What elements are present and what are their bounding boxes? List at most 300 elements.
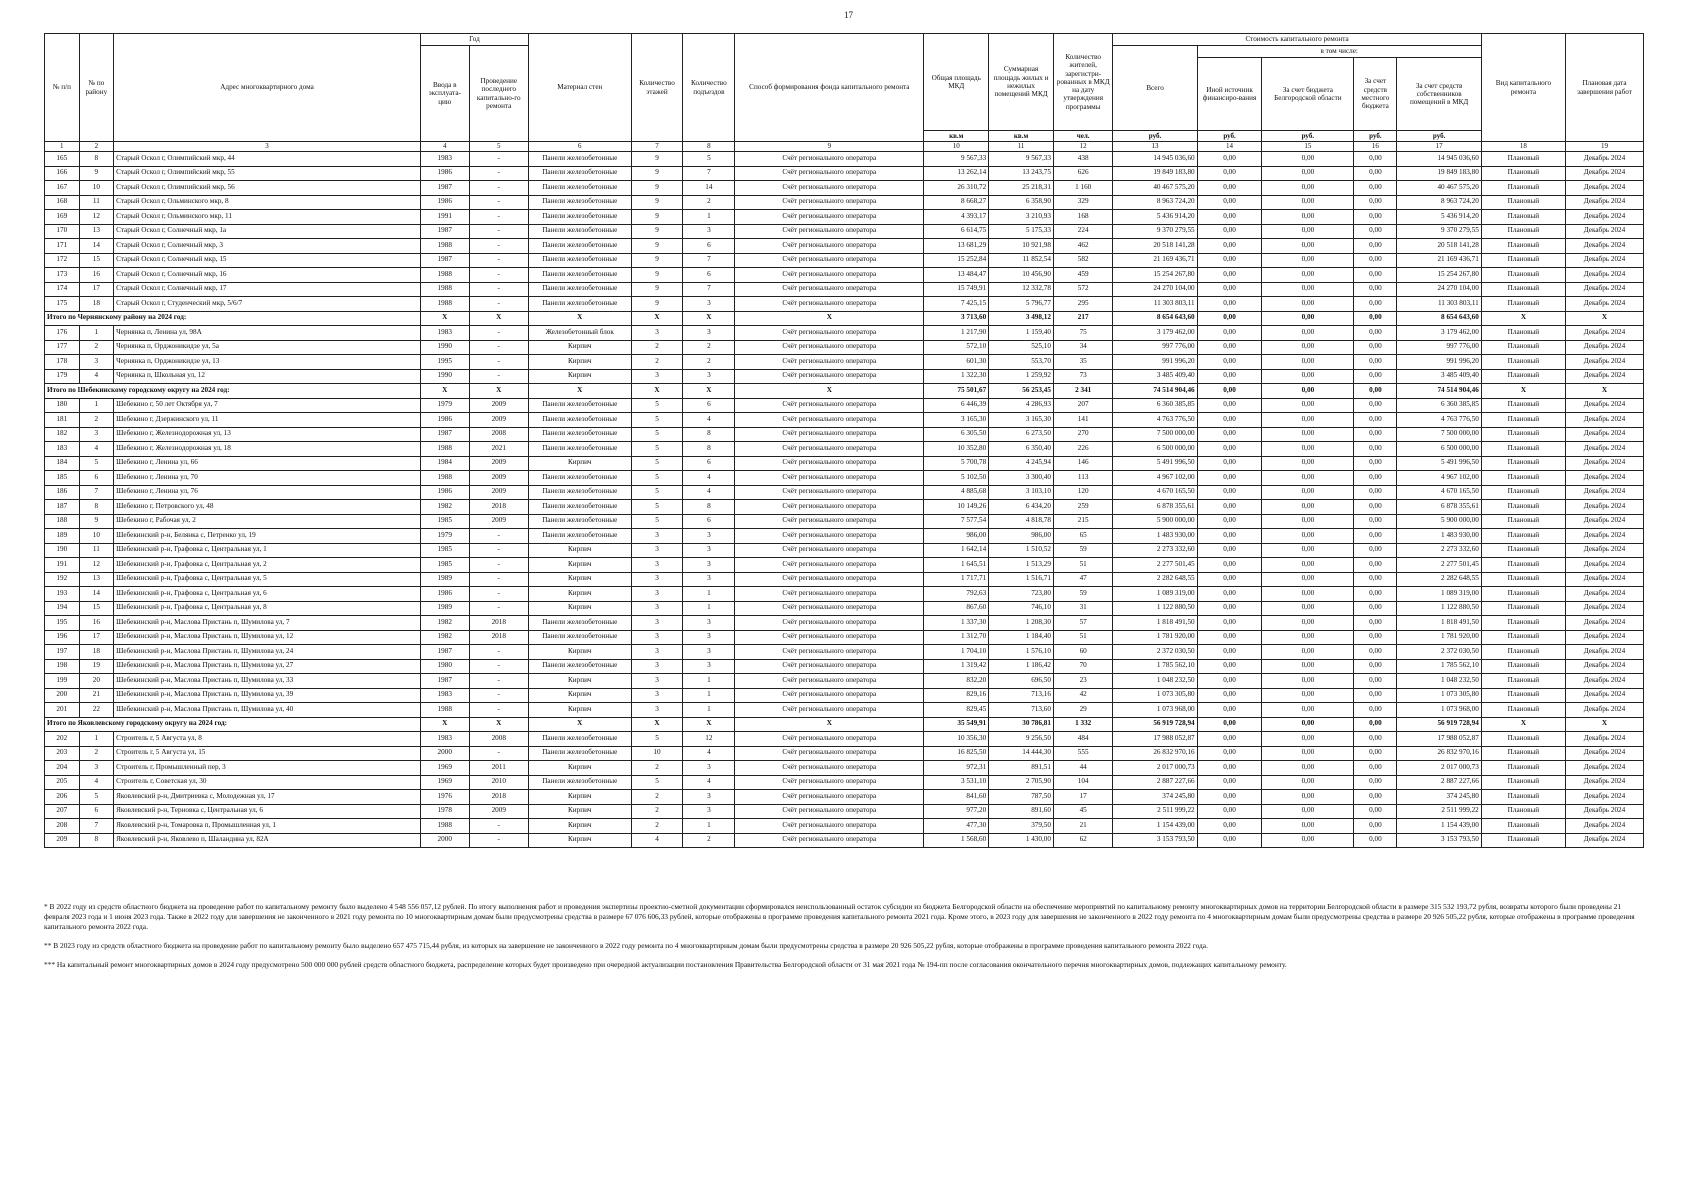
table-cell: 0,00: [1354, 181, 1397, 196]
table-cell: 2 273 332,60: [1397, 543, 1481, 558]
table-cell: 1985: [420, 558, 469, 573]
table-cell: 1 073 305,80: [1397, 688, 1481, 703]
table-cell: 11: [79, 543, 114, 558]
table-cell: 3: [631, 558, 683, 573]
table-cell: Шебекино г, Ленина ул, 66: [114, 456, 421, 471]
table-cell: 6 305,50: [924, 427, 989, 442]
table-cell: 9 370 279,55: [1397, 224, 1481, 239]
table-cell: 8 963 724,20: [1397, 195, 1481, 210]
subtotal-cell: X: [1481, 384, 1565, 399]
table-cell: Декабрь 2024: [1566, 239, 1644, 254]
table-cell: Панели железобетонные: [528, 514, 631, 529]
table-cell: Панели железобетонные: [528, 616, 631, 631]
table-cell: 0,00: [1354, 529, 1397, 544]
table-row: [45, 630, 1644, 645]
col-header-year-repair: Проведение последнего капитально-го ремонта: [469, 46, 528, 142]
table-cell: 3 165,30: [924, 413, 989, 428]
table-row: [45, 166, 1644, 181]
table-cell: 73: [1053, 369, 1112, 384]
table-cell: 3: [683, 326, 735, 341]
table-cell: 26 310,72: [924, 181, 989, 196]
table-cell: Панели железобетонные: [528, 195, 631, 210]
table-cell: 1986: [420, 485, 469, 500]
table-cell: 0,00: [1354, 239, 1397, 254]
table-cell: 166: [45, 166, 80, 181]
table-cell: -: [469, 819, 528, 834]
table-cell: 0,00: [1197, 688, 1262, 703]
table-cell: 3: [683, 616, 735, 631]
table-row: [45, 210, 1644, 225]
table-cell: 0,00: [1354, 369, 1397, 384]
table-cell: 1985: [420, 514, 469, 529]
table-cell: 1986: [420, 587, 469, 602]
table-cell: 13 484,47: [924, 268, 989, 283]
table-cell: 0,00: [1262, 152, 1354, 167]
table-cell: 1995: [420, 355, 469, 370]
table-cell: 0,00: [1262, 659, 1354, 674]
table-cell: 2: [683, 195, 735, 210]
table-cell: 1980: [420, 659, 469, 674]
table-cell: Счёт регионального оператора: [735, 355, 924, 370]
table-cell: 5 900 000,00: [1113, 514, 1197, 529]
table-cell: -: [469, 688, 528, 703]
table-cell: 1 319,42: [924, 659, 989, 674]
table-cell: 9 370 279,55: [1113, 224, 1197, 239]
table-cell: 2008: [469, 427, 528, 442]
table-cell: 0,00: [1354, 268, 1397, 283]
table-cell: 10 352,80: [924, 442, 989, 457]
table-cell: 0,00: [1197, 253, 1262, 268]
table-cell: -: [469, 340, 528, 355]
table-cell: Декабрь 2024: [1566, 529, 1644, 544]
table-cell: 10 356,30: [924, 732, 989, 747]
col-header-entrances: Количество подъездов: [683, 34, 735, 142]
table-cell: 8: [683, 442, 735, 457]
table-cell: Счёт регионального оператора: [735, 456, 924, 471]
table-cell: 374 245,80: [1113, 790, 1197, 805]
table-cell: 3: [683, 224, 735, 239]
table-cell: Декабрь 2024: [1566, 587, 1644, 602]
table-cell: Декабрь 2024: [1566, 833, 1644, 848]
table-cell: 9: [631, 239, 683, 254]
table-cell: Счёт регионального оператора: [735, 282, 924, 297]
table-cell: 204: [45, 761, 80, 776]
table-cell: 1 510,52: [989, 543, 1054, 558]
table-cell: 4: [79, 775, 114, 790]
subtotal-cell: X: [420, 384, 469, 399]
table-cell: Кирпич: [528, 703, 631, 718]
table-cell: 2: [631, 761, 683, 776]
table-cell: Железобетонный блок: [528, 326, 631, 341]
table-cell: 792,63: [924, 587, 989, 602]
table-cell: Декабрь 2024: [1566, 616, 1644, 631]
table-cell: Плановый: [1481, 674, 1565, 689]
table-cell: 0,00: [1262, 369, 1354, 384]
table-cell: Декабрь 2024: [1566, 703, 1644, 718]
table-cell: Строитель г, 5 Августа ул, 15: [114, 746, 421, 761]
table-cell: Декабрь 2024: [1566, 442, 1644, 457]
table-cell: 829,16: [924, 688, 989, 703]
table-cell: 2 277 501,45: [1113, 558, 1197, 573]
table-cell: 3: [631, 703, 683, 718]
table-cell: Чернянка п, Ленина ул, 98А: [114, 326, 421, 341]
table-cell: Счёт регионального оператора: [735, 369, 924, 384]
table-cell: 12: [79, 210, 114, 225]
table-row: [45, 833, 1644, 848]
table-cell: 1 781 920,00: [1397, 630, 1481, 645]
table-cell: 59: [1053, 543, 1112, 558]
table-cell: 75: [1053, 326, 1112, 341]
table-cell: 3 103,10: [989, 485, 1054, 500]
table-cell: Плановый: [1481, 471, 1565, 486]
table-cell: Декабрь 2024: [1566, 732, 1644, 747]
table-cell: Плановый: [1481, 703, 1565, 718]
table-cell: 9: [631, 181, 683, 196]
table-cell: 1988: [420, 442, 469, 457]
table-cell: 2009: [469, 514, 528, 529]
subtotal-cell: X: [469, 717, 528, 732]
table-cell: 3: [631, 674, 683, 689]
table-row: [45, 558, 1644, 573]
subtotal-cell: X: [631, 384, 683, 399]
table-cell: 5 436 914,20: [1397, 210, 1481, 225]
table-cell: 1 576,10: [989, 645, 1054, 660]
table-cell: Панели железобетонные: [528, 282, 631, 297]
table-cell: 35: [1053, 355, 1112, 370]
table-row: [45, 529, 1644, 544]
table-cell: 0,00: [1197, 543, 1262, 558]
table-cell: 0,00: [1262, 471, 1354, 486]
table-cell: 6 434,20: [989, 500, 1054, 515]
table-cell: 224: [1053, 224, 1112, 239]
table-cell: 5: [631, 413, 683, 428]
table-cell: 1 208,30: [989, 616, 1054, 631]
table-cell: 787,50: [989, 790, 1054, 805]
table-row: [45, 514, 1644, 529]
table-cell: -: [469, 587, 528, 602]
table-cell: 270: [1053, 427, 1112, 442]
table-cell: 1 089 319,00: [1397, 587, 1481, 602]
subtotal-cell: 3 498,12: [989, 311, 1054, 326]
table-cell: 9: [631, 224, 683, 239]
table-cell: 226: [1053, 442, 1112, 457]
table-cell: 1985: [420, 543, 469, 558]
table-cell: Декабрь 2024: [1566, 659, 1644, 674]
table-cell: 3: [683, 572, 735, 587]
table-cell: Плановый: [1481, 659, 1565, 674]
table-cell: 2009: [469, 456, 528, 471]
table-cell: 1 516,71: [989, 572, 1054, 587]
table-row: [45, 239, 1644, 254]
table-cell: 2 282 648,55: [1113, 572, 1197, 587]
table-cell: 841,60: [924, 790, 989, 805]
table-cell: 208: [45, 819, 80, 834]
table-cell: 13: [79, 572, 114, 587]
table-cell: 19: [79, 659, 114, 674]
unit-cell: кв.м: [989, 131, 1054, 142]
subtotal-cell: X: [631, 717, 683, 732]
table-cell: 10 456,90: [989, 268, 1054, 283]
table-cell: 0,00: [1354, 514, 1397, 529]
table-cell: Старый Оскол г, Олимпийский мкр, 44: [114, 152, 421, 167]
table-cell: 5 436 914,20: [1113, 210, 1197, 225]
table-cell: 0,00: [1262, 543, 1354, 558]
table-cell: Счёт регионального оператора: [735, 601, 924, 616]
table-cell: 21: [79, 688, 114, 703]
table-cell: 7 500 000,00: [1113, 427, 1197, 442]
col-header-residents: Количество жителей, зарегистри-рованных в МКД на дату утверждения программы: [1053, 34, 1112, 131]
table-cell: 3: [683, 558, 735, 573]
table-cell: 172: [45, 253, 80, 268]
table-cell: Шебекино г, Железнодорожная ул, 13: [114, 427, 421, 442]
table-cell: Декабрь 2024: [1566, 514, 1644, 529]
table-cell: Кирпич: [528, 601, 631, 616]
table-cell: 0,00: [1354, 746, 1397, 761]
table-cell: 1 048 232,50: [1113, 674, 1197, 689]
table-cell: 0,00: [1197, 529, 1262, 544]
table-cell: 4 763 776,50: [1397, 413, 1481, 428]
table-cell: 31: [1053, 601, 1112, 616]
col-header-owners: За счет средств собственников помещений в МКД: [1397, 58, 1481, 131]
table-cell: 16 825,50: [924, 746, 989, 761]
table-cell: 4: [683, 746, 735, 761]
col-group-year: Год: [420, 34, 528, 46]
table-cell: Шебекинский р-н, Графовка с, Центральная ул, 8: [114, 601, 421, 616]
table-cell: 0,00: [1354, 659, 1397, 674]
subtotal-cell: X: [1566, 717, 1644, 732]
table-cell: 0,00: [1262, 195, 1354, 210]
table-cell: 0,00: [1197, 572, 1262, 587]
table-cell: 1982: [420, 616, 469, 631]
table-cell: Панели железобетонные: [528, 732, 631, 747]
subtotal-cell: 35 549,91: [924, 717, 989, 732]
table-cell: 0,00: [1262, 253, 1354, 268]
footnotes: [44, 902, 1644, 979]
table-cell: 295: [1053, 297, 1112, 312]
table-cell: 1989: [420, 601, 469, 616]
table-row: [45, 471, 1644, 486]
table-cell: 0,00: [1354, 674, 1397, 689]
table-cell: 0,00: [1262, 616, 1354, 631]
table-cell: 185: [45, 471, 80, 486]
table-cell: 171: [45, 239, 80, 254]
table-cell: 5 796,77: [989, 297, 1054, 312]
footnote-2: ** В 2023 году из средств областного бюджета на проведение работ по капитальному ремонту было выделено 657 475 715,44 рубля, из которых на завершение не законченного в 2022 году ремонта по 4 многоквартирным домам были предусмотрены средства в размере 20 926 505,22 рубля, которые отображены в программе проведения капитального ремонта 2022 года.: [44, 940, 1208, 950]
table-cell: 60: [1053, 645, 1112, 660]
table-cell: Плановый: [1481, 775, 1565, 790]
table-row: [45, 181, 1644, 196]
table-row: [45, 500, 1644, 515]
table-cell: 2: [79, 413, 114, 428]
table-cell: Счёт регионального оператора: [735, 703, 924, 718]
table-cell: 713,60: [989, 703, 1054, 718]
table-cell: 1969: [420, 761, 469, 776]
table-cell: 13 262,14: [924, 166, 989, 181]
table-cell: -: [469, 253, 528, 268]
subtotal-cell: 0,00: [1262, 384, 1354, 399]
table-cell: 2 372 030,50: [1113, 645, 1197, 660]
unit-cell: руб.: [1113, 131, 1197, 142]
table-cell: 19 849 183,80: [1113, 166, 1197, 181]
table-cell: Счёт регионального оператора: [735, 543, 924, 558]
table-cell: Декабрь 2024: [1566, 630, 1644, 645]
table-cell: 1988: [420, 471, 469, 486]
table-cell: 0,00: [1354, 253, 1397, 268]
table-cell: 1987: [420, 427, 469, 442]
table-cell: Шебекино г, Дзержинского ул, 11: [114, 413, 421, 428]
table-row: [45, 456, 1644, 471]
table-cell: 9: [631, 282, 683, 297]
table-cell: 1: [79, 398, 114, 413]
table-cell: 10: [79, 181, 114, 196]
table-cell: Плановый: [1481, 485, 1565, 500]
table-cell: 57: [1053, 616, 1112, 631]
table-row: [45, 152, 1644, 167]
table-cell: 201: [45, 703, 80, 718]
table-cell: 891,51: [989, 761, 1054, 776]
table-cell: Декабрь 2024: [1566, 181, 1644, 196]
table-cell: 2 511 999,22: [1113, 804, 1197, 819]
table-cell: Кирпич: [528, 819, 631, 834]
col-header-living-area: Суммарная площадь жилых и нежилых помещений МКД: [989, 34, 1054, 131]
table-cell: 182: [45, 427, 80, 442]
table-cell: 9 256,50: [989, 732, 1054, 747]
table-cell: 62: [1053, 833, 1112, 848]
table-cell: 0,00: [1197, 355, 1262, 370]
table-cell: Панели железобетонные: [528, 442, 631, 457]
table-cell: Плановый: [1481, 645, 1565, 660]
table-cell: Шебекинский р-н, Графовка с, Центральная ул, 5: [114, 572, 421, 587]
table-cell: 5: [631, 775, 683, 790]
table-cell: 977,20: [924, 804, 989, 819]
table-cell: -: [469, 326, 528, 341]
subtotal-cell: 30 786,81: [989, 717, 1054, 732]
table-cell: 2: [631, 790, 683, 805]
column-number-cell: 5: [469, 142, 528, 152]
table-cell: 7: [683, 282, 735, 297]
table-cell: Плановый: [1481, 514, 1565, 529]
table-cell: 3: [683, 630, 735, 645]
table-cell: 0,00: [1197, 471, 1262, 486]
table-cell: 2 511 999,22: [1397, 804, 1481, 819]
table-cell: 6 878 355,61: [1113, 500, 1197, 515]
table-cell: Плановый: [1481, 398, 1565, 413]
table-cell: Счёт регионального оператора: [735, 790, 924, 805]
table-row: [45, 413, 1644, 428]
table-cell: 4 670 165,50: [1113, 485, 1197, 500]
table-cell: 195: [45, 616, 80, 631]
table-cell: 11: [79, 195, 114, 210]
table-cell: 47: [1053, 572, 1112, 587]
table-cell: 6: [683, 456, 735, 471]
table-cell: 0,00: [1262, 413, 1354, 428]
table-cell: Декабрь 2024: [1566, 558, 1644, 573]
repair-program-table: [44, 33, 1644, 848]
table-cell: 16: [79, 268, 114, 283]
table-cell: Счёт регионального оператора: [735, 630, 924, 645]
table-cell: Счёт регионального оператора: [735, 471, 924, 486]
table-cell: 1987: [420, 645, 469, 660]
table-cell: Яковлевский р-н, Томаровка п, Промышленная ул, 1: [114, 819, 421, 834]
table-cell: 0,00: [1197, 601, 1262, 616]
table-cell: 2021: [469, 442, 528, 457]
table-cell: 6: [79, 471, 114, 486]
table-cell: Панели железобетонные: [528, 253, 631, 268]
table-cell: 0,00: [1197, 195, 1262, 210]
table-cell: Панели железобетонные: [528, 239, 631, 254]
table-cell: 3: [683, 804, 735, 819]
col-subgroup-incl: в том числе:: [1197, 46, 1481, 58]
table-cell: Плановый: [1481, 543, 1565, 558]
table-cell: Шебекино г, Ленина ул, 70: [114, 471, 421, 486]
table-cell: Старый Оскол г, Солнечный мкр, 16: [114, 268, 421, 283]
table-cell: 215: [1053, 514, 1112, 529]
table-cell: 0,00: [1197, 732, 1262, 747]
subtotal-cell: 3 713,60: [924, 311, 989, 326]
column-number-cell: 16: [1354, 142, 1397, 152]
table-cell: 4: [683, 413, 735, 428]
table-cell: 0,00: [1197, 790, 1262, 805]
table-row: [45, 572, 1644, 587]
table-cell: 9: [79, 166, 114, 181]
table-cell: 6: [683, 268, 735, 283]
table-cell: 7: [79, 819, 114, 834]
table-cell: 15 252,84: [924, 253, 989, 268]
table-cell: Декабрь 2024: [1566, 804, 1644, 819]
table-cell: 484: [1053, 732, 1112, 747]
table-cell: 1984: [420, 456, 469, 471]
subtotal-cell: 0,00: [1197, 384, 1262, 399]
table-cell: Декабрь 2024: [1566, 355, 1644, 370]
table-cell: Счёт регионального оператора: [735, 224, 924, 239]
table-cell: Декабрь 2024: [1566, 297, 1644, 312]
table-cell: 8: [79, 152, 114, 167]
table-row: [45, 790, 1644, 805]
table-cell: Плановый: [1481, 152, 1565, 167]
table-cell: 0,00: [1262, 746, 1354, 761]
table-cell: -: [469, 355, 528, 370]
table-cell: 5: [631, 456, 683, 471]
table-cell: Плановый: [1481, 413, 1565, 428]
table-row: [45, 703, 1644, 718]
table-cell: 4 818,78: [989, 514, 1054, 529]
table-cell: 1979: [420, 529, 469, 544]
table-cell: Шебекино г, Ленина ул, 76: [114, 485, 421, 500]
table-cell: 0,00: [1262, 688, 1354, 703]
table-cell: Старый Оскол г, Ольминского мкр, 8: [114, 195, 421, 210]
table-cell: 9: [631, 210, 683, 225]
table-cell: 1 259,92: [989, 369, 1054, 384]
table-cell: Кирпич: [528, 355, 631, 370]
table-cell: Шебекино г, 50 лет Октября ул, 7: [114, 398, 421, 413]
table-row: [45, 485, 1644, 500]
table-cell: 24 270 104,00: [1397, 282, 1481, 297]
table-cell: 44: [1053, 761, 1112, 776]
subtotal-row: [45, 311, 1644, 326]
column-number-cell: 1: [45, 142, 80, 152]
col-header-fund: Способ формирования фонда капитального ремонта: [735, 34, 924, 142]
table-cell: 207: [1053, 398, 1112, 413]
table-cell: 21 169 436,71: [1113, 253, 1197, 268]
table-cell: 0,00: [1354, 166, 1397, 181]
table-cell: 0,00: [1197, 297, 1262, 312]
table-cell: 2 282 648,55: [1397, 572, 1481, 587]
col-header-other: Иной источник финансиро-вания: [1197, 58, 1262, 131]
table-cell: 553,70: [989, 355, 1054, 370]
table-cell: 4 885,68: [924, 485, 989, 500]
table-cell: Шебекино г, Рабочая ул, 2: [114, 514, 421, 529]
table-cell: 0,00: [1262, 485, 1354, 500]
